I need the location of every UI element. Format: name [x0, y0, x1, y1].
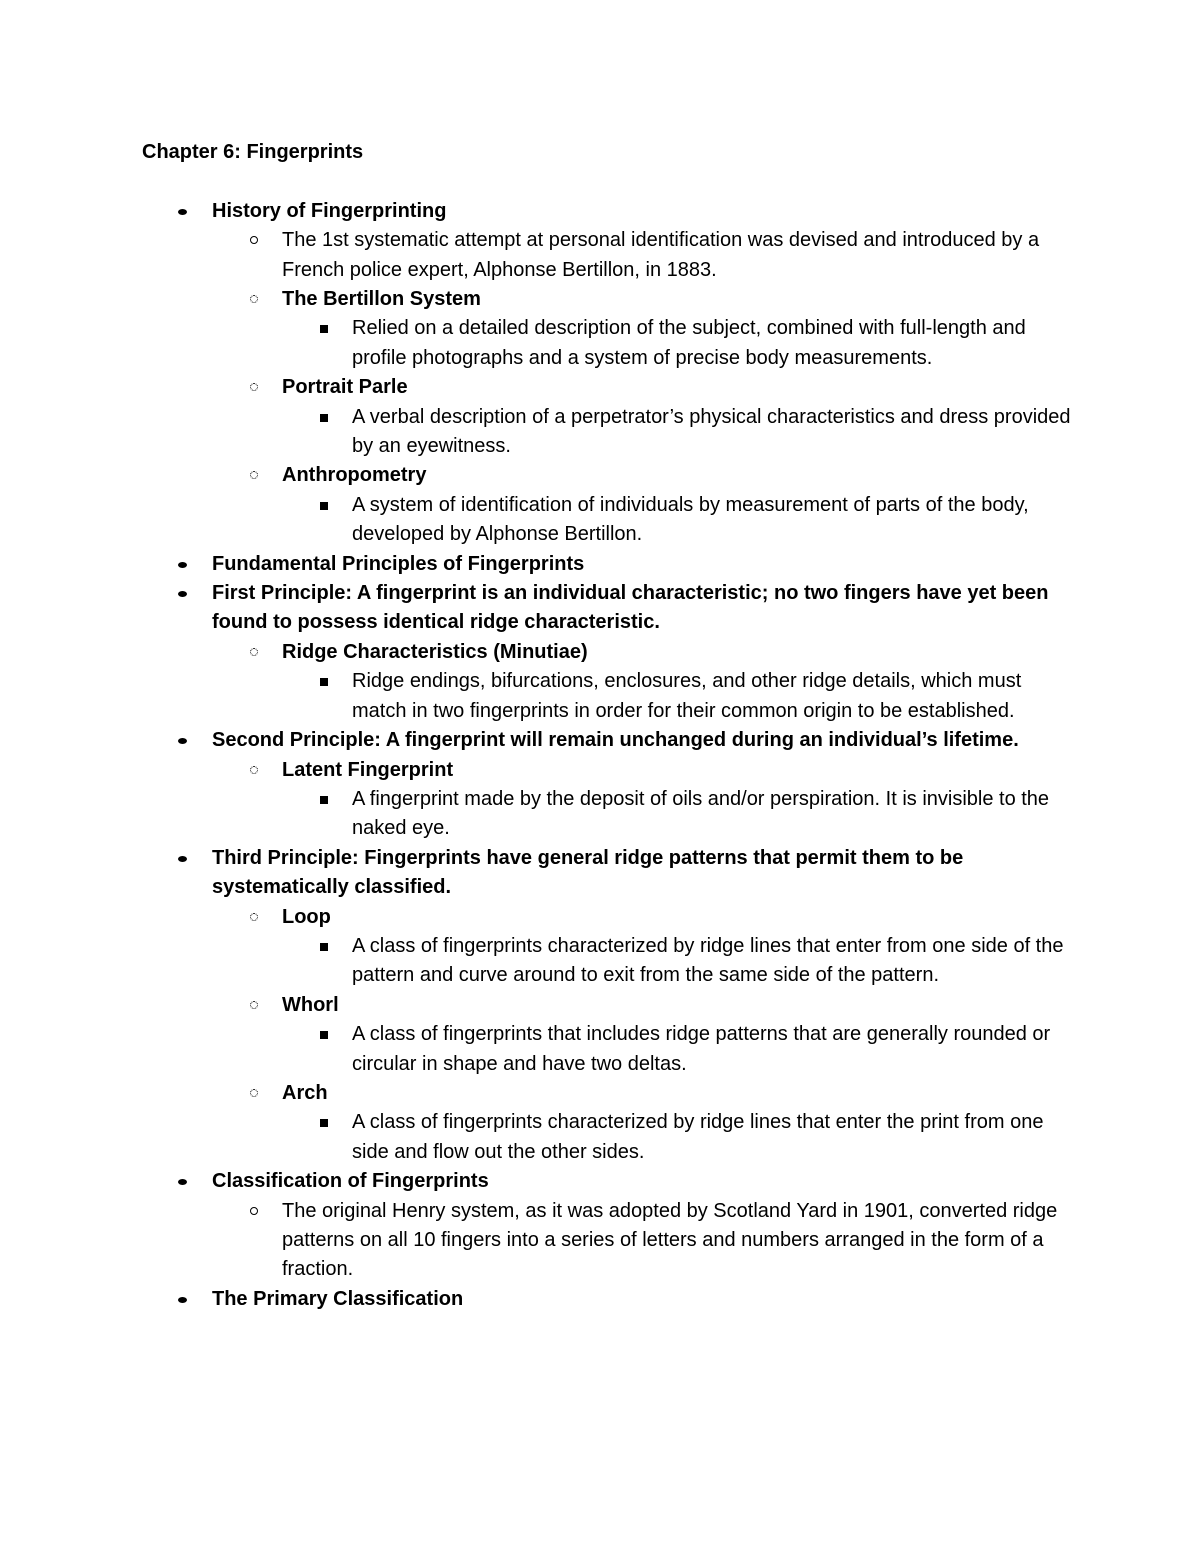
list-item-text: Ridge endings, bifurcations, enclosures, and other ridge details, which must match in two fingerprints in order for their common origin to be established. — [352, 670, 1022, 722]
list-item — [142, 991, 1072, 1020]
bullet-square-icon — [320, 1031, 328, 1039]
bullet-dotted-circle-icon — [250, 913, 258, 921]
list-item-text: Classification of Fingerprints — [212, 1170, 489, 1193]
list-item — [142, 461, 1072, 490]
bullet-dotted-circle-icon — [250, 471, 258, 479]
list-item-text: A class of fingerprints characterized by ridge lines that enter the print from one side and flow out the other sides. — [352, 1111, 1044, 1163]
bullet-disc-icon — [178, 591, 187, 597]
page-title: Chapter 6: Fingerprints — [142, 141, 364, 163]
list-item-text: Fundamental Principles of Fingerprints — [212, 552, 585, 575]
list-item-text: Third Principle: Fingerprints have general ridge patterns that permit them to be systematically classified. — [212, 846, 964, 899]
bullet-square-icon — [320, 1119, 328, 1127]
list-item — [142, 756, 1072, 785]
list-item-text: The Primary Classification — [212, 1287, 464, 1310]
bullet-dotted-circle-icon — [250, 1001, 258, 1009]
list-item — [142, 1020, 1072, 1079]
list-item-text: Whorl — [282, 993, 339, 1016]
list-item — [142, 550, 1072, 579]
list-item-text: Second Principle: A fingerprint will remain unchanged during an individual’s lifetime. — [212, 729, 1019, 752]
list-item-text: First Principle: A fingerprint is an individual characteristic; no two fingers have yet been found to possess identical ridge characteristic. — [212, 582, 1049, 634]
list-item-text: A class of fingerprints that includes ridge patterns that are generally rounded or circular in shape and have two deltas. — [352, 1023, 1051, 1075]
bullet-disc-icon — [178, 209, 187, 215]
list-item-text: Arch — [282, 1081, 328, 1104]
list-item — [142, 638, 1072, 667]
list-item-text: Anthropometry — [282, 464, 427, 487]
outline-list — [142, 197, 1072, 1314]
list-item-text: The original Henry system, as it was adopted by Scotland Yard in 1901, converted ridge patterns on all 10 fingers into a series of letters and numbers arranged in the form of a fraction. — [282, 1199, 1058, 1281]
list-item — [142, 932, 1072, 991]
list-item — [142, 491, 1072, 550]
document-page — [142, 138, 1072, 1314]
list-item-text: Portrait Parle — [282, 376, 408, 399]
list-item — [142, 403, 1072, 462]
list-item — [142, 1197, 1072, 1285]
bullet-dotted-circle-icon — [250, 648, 258, 656]
list-item-text: The 1st systematic attempt at personal identification was devised and introduced by a French police expert, Alphonse Bertillon, in 1883. — [282, 229, 1040, 281]
bullet-disc-icon — [178, 1297, 187, 1303]
bullet-dotted-circle-icon — [250, 766, 258, 774]
list-item-text: A system of identification of individuals by measurement of parts of the body, developed by Alphonse Bertillon. — [352, 493, 1029, 546]
list-item — [142, 1285, 1072, 1314]
bullet-circle-icon — [250, 1207, 258, 1215]
list-item-text: The Bertillon System — [282, 288, 481, 311]
bullet-circle-icon — [250, 236, 258, 244]
list-item-text: Relied on a detailed description of the subject, combined with full-length and profile photographs and a system of precise body measurements. — [352, 317, 1026, 369]
list-item-text: A class of fingerprints characterized by ridge lines that enter from one side of the pattern and curve around to exit from the same side of the pattern. — [352, 934, 1064, 987]
list-item-text: Ridge Characteristics (Minutiae) — [282, 640, 588, 663]
list-item — [142, 1079, 1072, 1108]
list-item-text: Loop — [282, 905, 331, 928]
list-item — [142, 579, 1072, 638]
bullet-dotted-circle-icon — [250, 295, 258, 303]
list-item — [142, 373, 1072, 402]
bullet-square-icon — [320, 502, 328, 510]
bullet-disc-icon — [178, 1179, 187, 1185]
list-item — [142, 667, 1072, 726]
list-item — [142, 785, 1072, 844]
list-item — [142, 285, 1072, 314]
list-item — [142, 844, 1072, 903]
list-item — [142, 314, 1072, 373]
bullet-square-icon — [320, 678, 328, 686]
bullet-square-icon — [320, 325, 328, 333]
bullet-disc-icon — [178, 856, 187, 862]
bullet-square-icon — [320, 796, 328, 804]
list-item-text: Latent Fingerprint — [282, 758, 454, 781]
list-item — [142, 197, 1072, 226]
bullet-dotted-circle-icon — [250, 383, 258, 391]
list-item — [142, 903, 1072, 932]
list-item — [142, 226, 1072, 285]
bullet-square-icon — [320, 943, 328, 951]
bullet-square-icon — [320, 414, 328, 422]
list-item-text: History of Fingerprinting — [212, 199, 447, 222]
bullet-dotted-circle-icon — [250, 1089, 258, 1097]
list-item — [142, 1108, 1072, 1167]
list-item — [142, 726, 1072, 755]
bullet-disc-icon — [178, 738, 187, 744]
bullet-disc-icon — [178, 562, 187, 568]
list-item — [142, 1167, 1072, 1196]
list-item-text: A fingerprint made by the deposit of oils and/or perspiration. It is invisible to the naked eye. — [352, 787, 1050, 840]
list-item-text: A verbal description of a perpetrator’s physical characteristics and dress provided by an eyewitness. — [352, 405, 1071, 458]
